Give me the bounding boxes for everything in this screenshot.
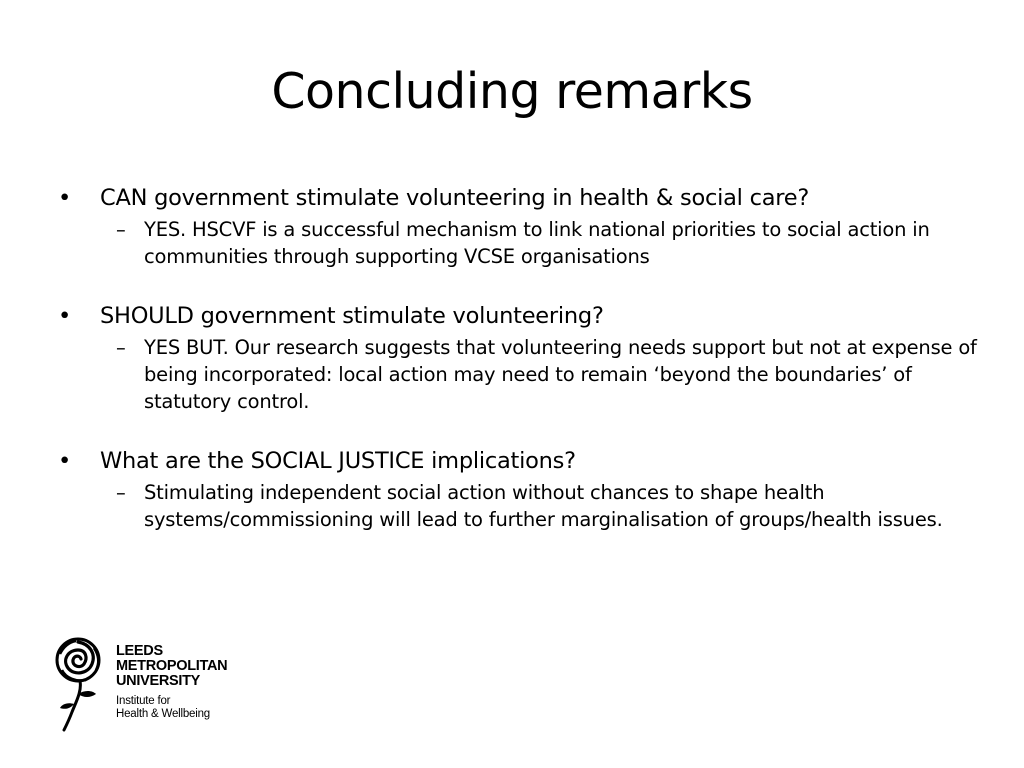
logo-sub-health: Health & Wellbeing xyxy=(116,708,210,720)
bullet-group-3 xyxy=(58,446,978,533)
sub-bullet-text: Stimulating independent social action without chances to shape health systems/commissioning will lead to further marginalisation of groups/health issues. xyxy=(144,481,943,531)
bullet-mark: • xyxy=(58,185,72,211)
sub-bullet-text: YES BUT. Our research suggests that volunteering needs support but not at expense of being incorporated: local action may need to remain ‘beyond the boundaries’ of statutory control. xyxy=(144,336,977,413)
rose-icon xyxy=(54,636,114,732)
sub-bullet-text: YES. HSCVF is a successful mechanism to link national priorities to social action in communities through supporting VCSE organisations xyxy=(144,218,930,268)
bullet-list xyxy=(58,183,978,564)
sub-bullet-item xyxy=(58,334,978,415)
sub-bullet-item xyxy=(58,216,978,270)
sub-bullet-mark: – xyxy=(116,218,126,241)
sub-bullet-mark: – xyxy=(116,336,126,359)
logo-line-metropolitan: METROPOLITAN xyxy=(116,658,228,674)
logo-sub-institute: Institute for xyxy=(116,695,171,707)
slide-title: Concluding remarks xyxy=(271,63,753,120)
university-logo xyxy=(54,636,264,736)
bullet-item xyxy=(58,446,978,476)
bullet-group-2 xyxy=(58,301,978,415)
bullet-text: What are the SOCIAL JUSTICE implications? xyxy=(100,448,576,474)
bullet-item xyxy=(58,183,978,213)
bullet-mark: • xyxy=(58,303,72,329)
bullet-text: CAN government stimulate volunteering in health & social care? xyxy=(100,185,810,211)
sub-bullet-item xyxy=(58,479,978,533)
bullet-text: SHOULD government stimulate volunteering? xyxy=(100,303,604,329)
bullet-item xyxy=(58,301,978,331)
logo-line-leeds: LEEDS xyxy=(116,643,163,659)
bullet-group-1 xyxy=(58,183,978,270)
logo-line-university: UNIVERSITY xyxy=(116,673,201,689)
logo-text xyxy=(116,644,227,721)
bullet-mark: • xyxy=(58,448,72,474)
sub-bullet-mark: – xyxy=(116,481,126,504)
